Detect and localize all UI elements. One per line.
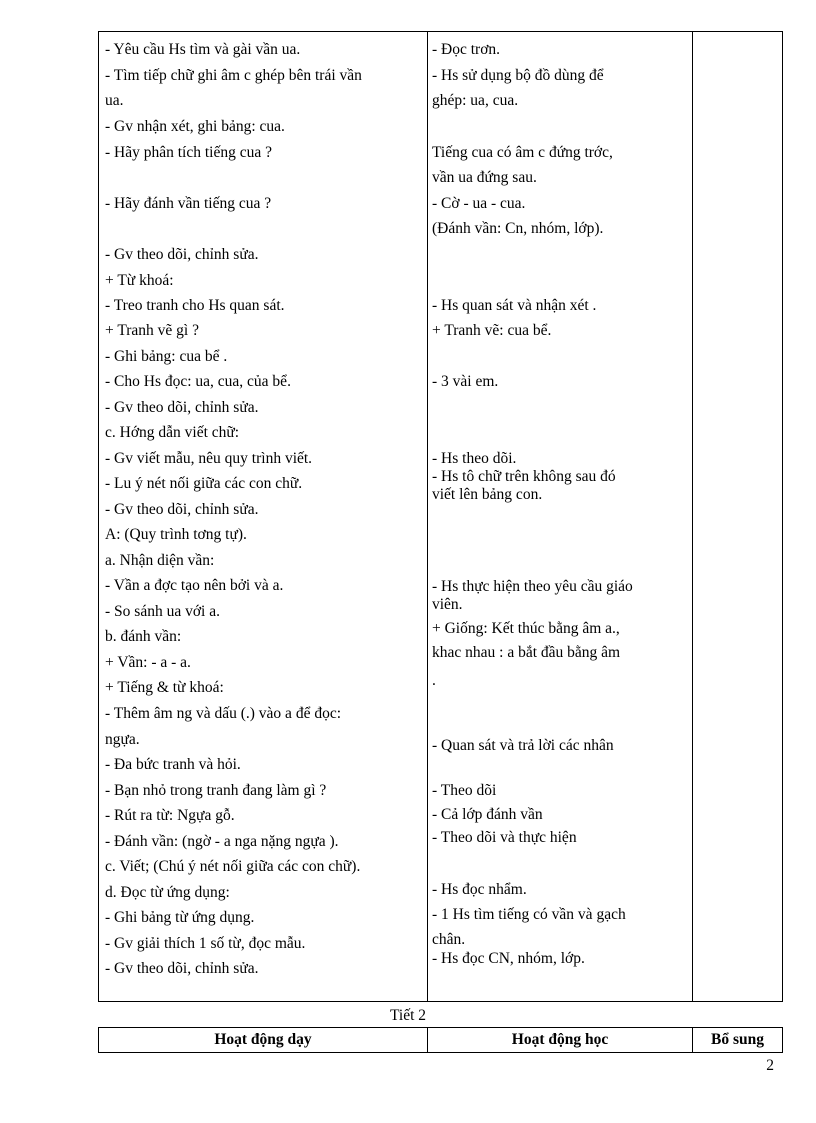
student-activity-column (427, 32, 692, 1001)
teacher-line: - Gv theo dõi, chỉnh sửa. (105, 399, 259, 416)
teacher-line: ngựa. (105, 731, 140, 748)
teacher-activity-column (99, 32, 427, 1001)
teacher-line: - Yêu cầu Hs tìm và gài vần ua. (105, 41, 301, 58)
teacher-line: ua. (105, 92, 124, 109)
teacher-line: - Cho Hs đọc: ua, cua, của bể. (105, 373, 291, 390)
teacher-line: - Đánh vần: (ngờ - a nga nặng ngựa ). (105, 833, 339, 850)
teacher-line: b. đánh vần: (105, 628, 182, 645)
lesson-table (98, 31, 783, 1002)
student-line: - Hs sử dụng bộ đồ dùng để (432, 67, 604, 84)
student-line: + Tranh vẽ: cua bể. (432, 322, 552, 339)
student-line: - 1 Hs tìm tiếng có vần và gạch (432, 906, 626, 923)
student-line: - Đọc trơn. (432, 41, 501, 58)
teacher-line: - Vần a đợc tạo nên bởi và a. (105, 577, 284, 594)
teacher-line: c. Viết; (Chú ý nét nối giữa các con chữ). (105, 858, 361, 875)
student-line: - 3 vài em. (432, 373, 499, 390)
teacher-line: - Gv theo dõi, chỉnh sửa. (105, 501, 259, 518)
student-line: - Cờ - ua - cua. (432, 195, 526, 212)
teacher-line: - Gv theo dõi, chỉnh sửa. (105, 960, 259, 977)
header-teacher-activity: Hoạt động dạy (214, 1031, 312, 1048)
teacher-line: - Hãy đánh vần tiếng cua ? (105, 195, 272, 212)
student-line: . (432, 672, 436, 689)
teacher-line: - Gv theo dõi, chỉnh sửa. (105, 246, 259, 263)
header-notes: Bổ sung (711, 1031, 764, 1048)
student-line: - Hs theo dõi. (432, 450, 517, 467)
student-line: - Quan sát và trả lời các nhân (432, 737, 614, 754)
teacher-line: - Hãy phân tích tiếng cua ? (105, 144, 272, 161)
teacher-line: + Vần: - a - a. (105, 654, 191, 671)
student-line: vần ua đứng sau. (432, 169, 537, 186)
teacher-line: - Ghi bảng từ ứng dụng. (105, 909, 255, 926)
teacher-line: - Gv nhận xét, ghi bảng: cua. (105, 118, 285, 135)
teacher-line: - Thêm âm ng và dấu (.) vào a để đọc: (105, 705, 342, 722)
section-title: Tiết 2 (389, 1007, 427, 1024)
student-line: - Hs quan sát và nhận xét . (432, 297, 597, 314)
teacher-line: - Gv viết mẫu, nêu quy trình viết. (105, 450, 313, 467)
student-line: - Hs tô chữ trên không sau đó (432, 468, 616, 485)
teacher-line: c. Hớng dẫn viết chữ: (105, 424, 240, 441)
student-line: Tiếng cua có âm c đứng trớc, (432, 144, 613, 161)
teacher-line: - Treo tranh cho Hs quan sát. (105, 297, 285, 314)
student-line: - Hs đọc CN, nhóm, lớp. (432, 950, 585, 967)
teacher-line: - Rút ra từ: Ngựa gỗ. (105, 807, 235, 824)
student-line: - Hs thực hiện theo yêu cầu giáo (432, 578, 633, 595)
student-line: - Theo dõi và thực hiện (432, 829, 577, 846)
teacher-line: - Lu ý nét nối giữa các con chữ. (105, 475, 303, 492)
teacher-line: - Tìm tiếp chữ ghi âm c ghép bên trái vần (105, 67, 362, 84)
teacher-line: A: (Quy trình tơng tự). (105, 526, 247, 543)
column-divider (692, 32, 693, 1001)
page-number: 2 (766, 1057, 774, 1074)
teacher-line: d. Đọc từ ứng dụng: (105, 884, 230, 901)
student-line: viết lên bảng con. (432, 486, 543, 503)
teacher-line: a. Nhận diện vần: (105, 552, 215, 569)
student-line: - Hs đọc nhẩm. (432, 881, 527, 898)
teacher-line: + Tranh vẽ gì ? (105, 322, 199, 339)
teacher-line: - Gv giải thích 1 số từ, đọc mẫu. (105, 935, 306, 952)
teacher-line: - So sánh ua với a. (105, 603, 220, 620)
header-student-activity: Hoạt động học (511, 1031, 609, 1048)
teacher-line: + Tiếng & từ khoá: (105, 679, 224, 696)
teacher-line: - Đa bức tranh và hỏi. (105, 756, 241, 773)
student-line: chân. (432, 931, 466, 948)
student-line: - Theo dõi (432, 782, 497, 799)
teacher-line: - Ghi bảng: cua bể . (105, 348, 228, 365)
student-line: + Giống: Kết thúc bằng âm a., (432, 620, 620, 637)
header-table (98, 1027, 783, 1053)
student-line: viên. (432, 596, 463, 613)
student-line: khac nhau : a bắt đầu bằng âm (432, 644, 621, 661)
student-line: ghép: ua, cua. (432, 92, 519, 109)
teacher-line: + Từ khoá: (105, 272, 174, 289)
teacher-line: - Bạn nhỏ trong tranh đang làm gì ? (105, 782, 327, 799)
student-line: - Cả lớp đánh vần (432, 806, 543, 823)
student-line: (Đánh vần: Cn, nhóm, lớp). (432, 220, 604, 237)
